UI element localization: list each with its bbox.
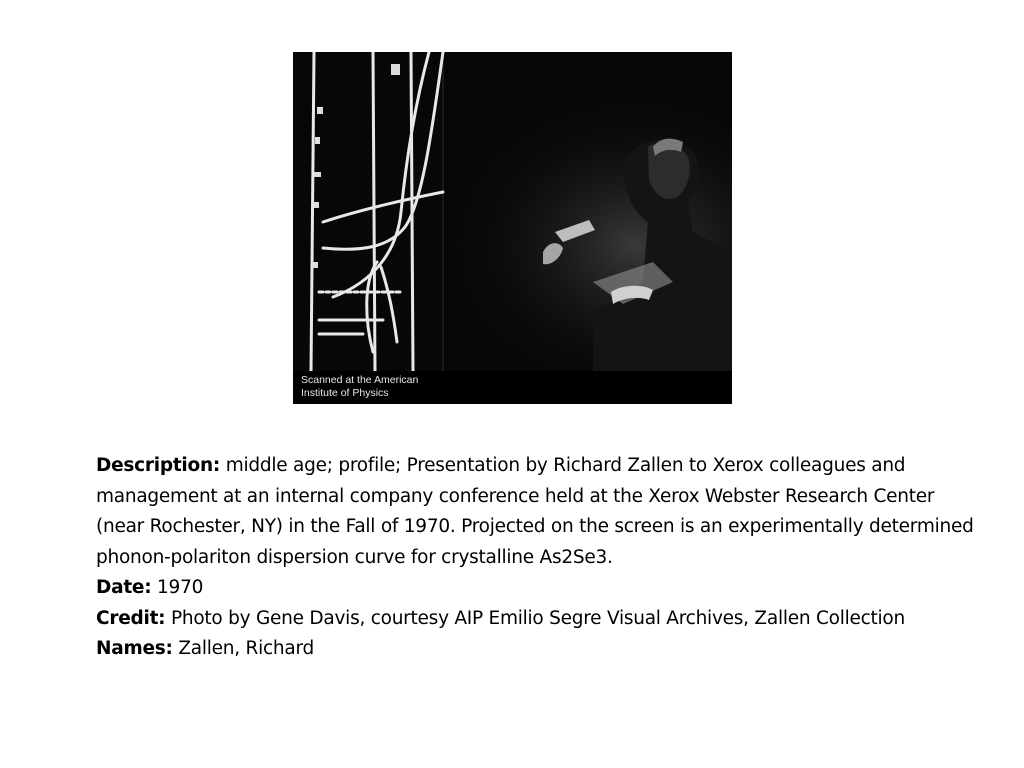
photo-caption (293, 371, 732, 404)
caption-line-2: Institute of Physics (301, 387, 389, 399)
description-entry (96, 451, 976, 573)
caption-line-1: Scanned at the American (301, 374, 419, 386)
archive-photo (293, 52, 732, 404)
photo-record (96, 451, 976, 665)
credit-value: Photo by Gene Davis, courtesy AIP Emilio Segre Visual Archives, Zallen Collection (170, 607, 905, 629)
names-entry (96, 634, 976, 665)
date-entry (96, 573, 976, 604)
description-text: middle age; profile; Presentation by Richard Zallen to Xerox colleagues and management at an internal company conference held at the Xerox Webster Research Center (near Rochester, NY) in the Fall of 1970. Projected on the screen is an experimentally determined phonon-polariton dispersion curve for crystalline As2Se3. (96, 455, 974, 568)
photo-scene (293, 52, 732, 404)
credit-label: Credit: (96, 607, 166, 629)
description-label: Description: (96, 455, 221, 476)
names-value: Zallen, Richard (178, 638, 315, 659)
names-label: Names: (96, 638, 173, 659)
date-value: 1970 (157, 577, 204, 598)
credit-entry (96, 604, 976, 635)
date-label: Date: (96, 577, 152, 598)
